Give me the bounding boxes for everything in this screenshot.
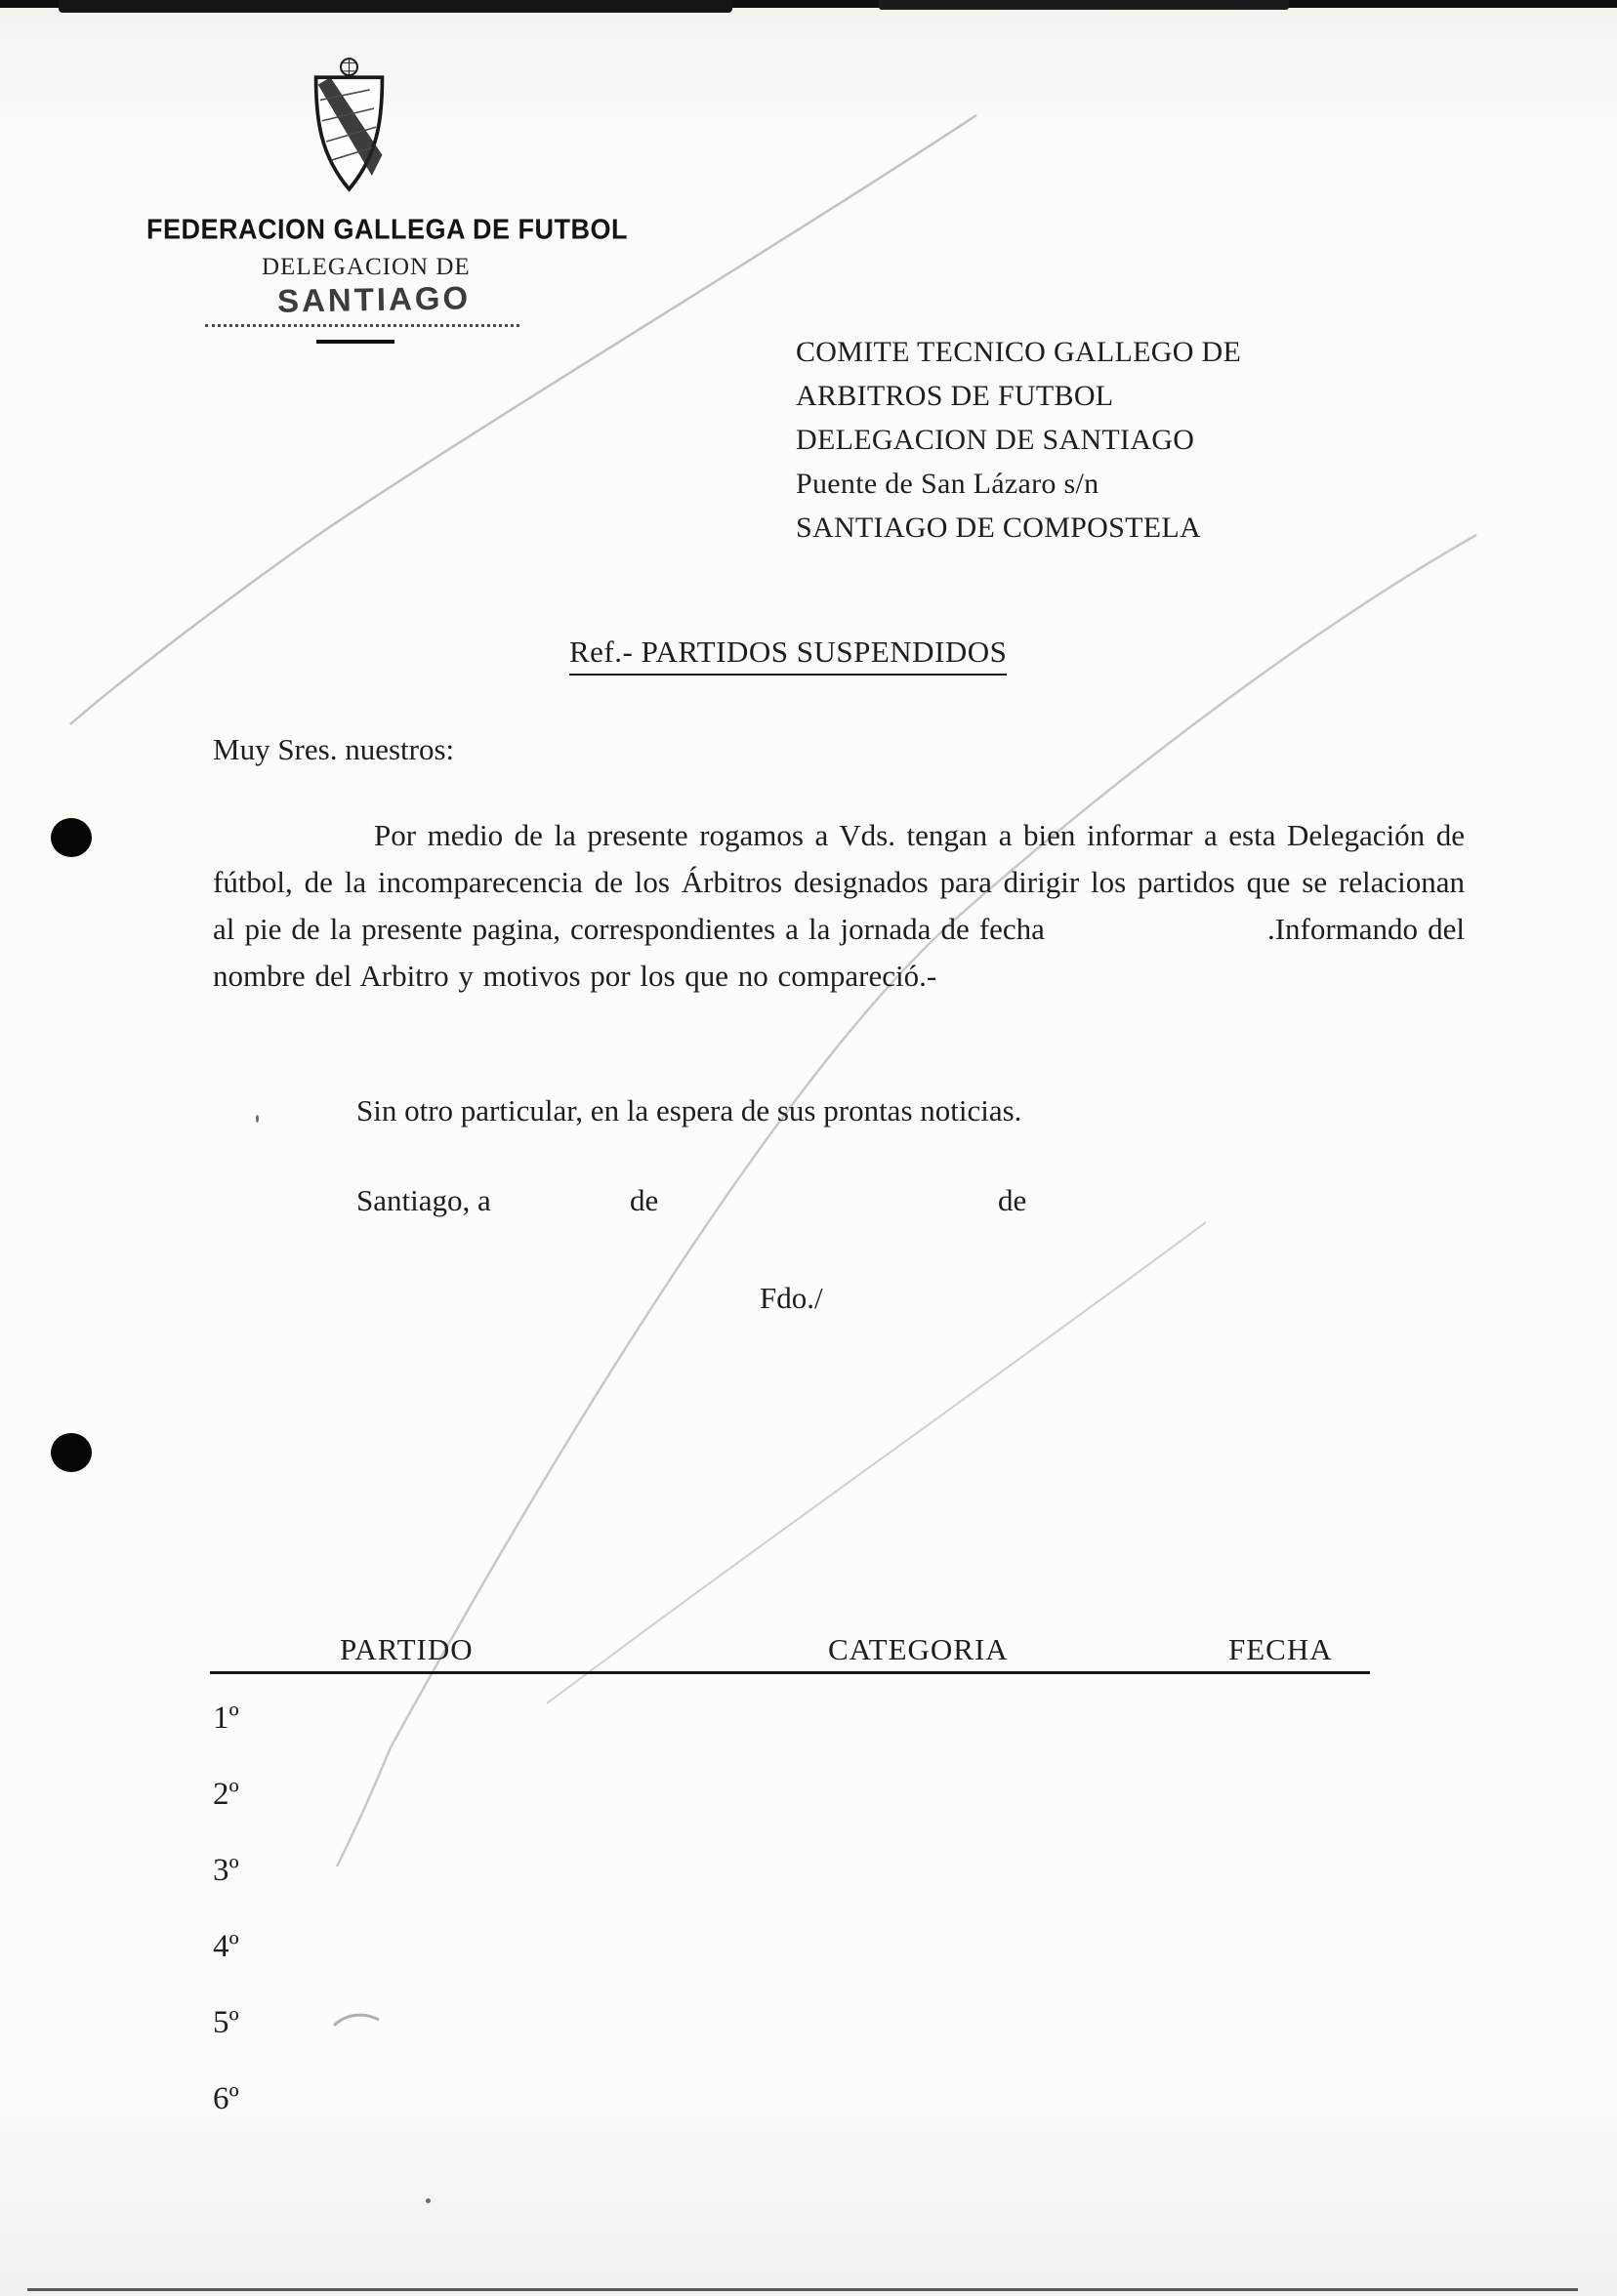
- subject-line: Ref.- PARTIDOS SUSPENDIDOS: [569, 635, 1007, 676]
- delegation-label: DELEGACION DE: [262, 254, 471, 280]
- federation-name: FEDERACION GALLEGA DE FUTBOL: [146, 214, 628, 245]
- scan-edge-top-blob: [879, 0, 1289, 10]
- body-paragraph-text: .Informando del nombre del Arbitro y motivos por los que no compareció.-: [213, 912, 1465, 993]
- scan-speck: [256, 1115, 259, 1123]
- body-paragraph-text: Por medio de la presente rogamos a Vds. tengan a bien informar a esta Delegación de fútbol, de la incomparecencia de los Árbitros designados para dirigir los partidos que se relacionan al pie de la presente pagina, correspondientes a la jornada de fecha: [213, 818, 1465, 946]
- recipient-line: SANTIAGO DE COMPOSTELA: [796, 512, 1201, 544]
- salutation: Muy Sres. nuestros:: [213, 732, 455, 766]
- recipient-line: COMITE TECNICO GALLEGO DE: [796, 336, 1242, 368]
- dateline-de-1: de: [630, 1183, 659, 1217]
- signature-label: Fdo./: [760, 1281, 823, 1315]
- table-row: 6º: [213, 2081, 239, 2116]
- scan-edge-bottom: [27, 2288, 1578, 2291]
- closing-paragraph: Sin otro particular, en la espera de sus prontas noticias.: [356, 1093, 1022, 1128]
- stamp-dotted-line: [205, 303, 519, 327]
- fecha-blank-space: [1045, 938, 1267, 939]
- dateline-city: Santiago, a: [356, 1183, 491, 1217]
- table-header-fecha: FECHA: [1228, 1632, 1333, 1666]
- recipient-line: DELEGACION DE SANTIAGO: [796, 424, 1195, 456]
- santiago-stamp: SANTIAGO: [276, 279, 472, 319]
- scan-edge-top-blob: [59, 0, 732, 13]
- table-row: 2º: [213, 1777, 239, 1812]
- dateline-de-2: de: [998, 1183, 1027, 1217]
- body-paragraph: [213, 812, 1465, 1000]
- table-header-categoria: CATEGORIA: [828, 1632, 1009, 1666]
- punch-hole-top: [51, 818, 92, 857]
- table-row: 5º: [213, 2005, 239, 2040]
- table-header-rule: [210, 1671, 1370, 1674]
- table-row: 3º: [213, 1853, 239, 1888]
- recipient-block: [796, 330, 1241, 550]
- table-header-partido: PARTIDO: [340, 1632, 474, 1666]
- table-row: 1º: [213, 1701, 239, 1736]
- table-row: 4º: [213, 1929, 239, 1964]
- scan-speck: [426, 2198, 431, 2203]
- recipient-line: Puente de San Lázaro s/n: [796, 468, 1099, 500]
- stamp-underline: [316, 340, 394, 344]
- federation-crest-icon: [293, 57, 405, 193]
- punch-hole-bottom: [51, 1433, 92, 1472]
- recipient-line: ARBITROS DE FUTBOL: [796, 380, 1114, 412]
